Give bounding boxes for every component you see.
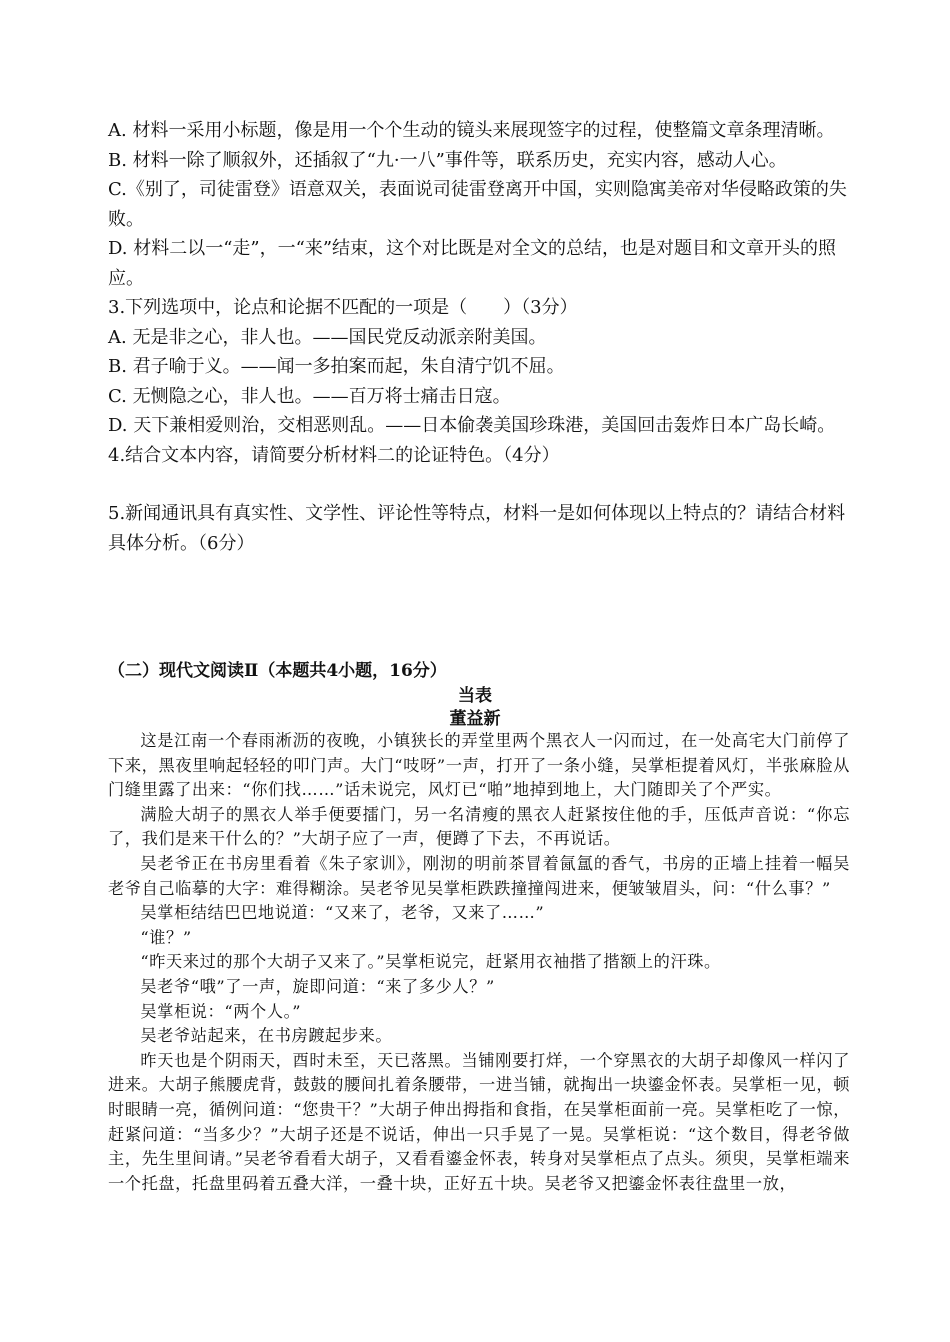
q2-option-a: A. 材料一采用小标题，像是用一个个生动的镜头来展现签字的过程，使整篇文章条理清晰。 bbox=[108, 120, 835, 141]
answer-space bbox=[108, 470, 848, 499]
story-paragraph: “谁？” bbox=[140, 927, 192, 947]
story-paragraph: “昨天来过的那个大胡子又来了。”吴掌柜说完，赶紧用衣袖揩了揩额上的汗珠。 bbox=[140, 952, 721, 972]
q3-stem: 3.下列选项中，论点和论据不匹配的一项是（ ）（3分） bbox=[108, 297, 578, 318]
story-paragraph: 吴掌柜结结巴巴地说道：“又来了，老爷，又来了……” bbox=[140, 903, 545, 923]
q3-option-c: C. 无恻隐之心，非人也。——百万将士痛击日寇。 bbox=[108, 385, 511, 407]
story-paragraph: 吴老爷“哦”了一声，旋即问道：“来了多少人？” bbox=[140, 976, 495, 996]
story-paragraph: 昨天也是个阴雨天，酉时未至，天已落黑。当铺刚要打烊，一个穿黑衣的大胡子却像风一样闪了进来。大胡子熊腰虎背，鼓鼓的腰间扎着条腰带，一进当铺，就掏出一块鎏金怀表。吴掌柜一见，顿时眼睛一亮，循例问道：“您贵干？”大胡子伸出拇指和食指，在吴掌柜面前一亮。吴掌柜吃了一惊，赶紧问道：“当多少？”大胡子还是不说话，伸出一只手晃了一晃。吴掌柜说：“这个数目，得老爷做主，先生里间请。”吴老爷看看大胡子，又看看鎏金怀表，转身对吴掌柜点了点头。须臾，吴掌柜端来一个托盘，托盘里码着五叠大洋，一叠十块，正好五十块。吴老爷又把鎏金怀表往盘里一放， bbox=[108, 1050, 850, 1193]
story-paragraph: 吴掌柜说：“两个人。” bbox=[140, 1001, 302, 1021]
story-title: 当表 bbox=[458, 686, 492, 706]
question-2-options bbox=[108, 116, 848, 558]
q3-option-b: B. 君子喻于义。——闻一多拍案而起，朱自清宁饥不屈。 bbox=[108, 356, 565, 377]
q2-option-c: C.《别了，司徒雷登》语意双关，表面说司徒雷登离开中国，实则隐寓美帝对华侵略政策的失败。 bbox=[108, 179, 847, 230]
q2-option-b: B. 材料一除了顺叙外，还插叙了“九·一八”事件等，联系历史，充实内容，感动人心。 bbox=[108, 149, 787, 171]
story-body bbox=[108, 729, 850, 1196]
story-author: 董益新 bbox=[449, 709, 501, 729]
q4-stem: 4.结合文本内容，请简要分析材料二的论证特色。（4分） bbox=[108, 444, 560, 466]
q5-stem: 5.新闻通讯具有真实性、文学性、评论性等特点，材料一是如何体现以上特点的？请结合材料具体分析。（6分） bbox=[108, 503, 846, 554]
section-heading: （二）现代文阅读Ⅱ（本题共4小题，16分） bbox=[108, 661, 447, 681]
story-paragraph: 这是江南一个春雨淅沥的夜晚，小镇狭长的弄堂里两个黑衣人一闪而过，在一处高宅大门前停了下来，黑夜里响起轻轻的叩门声。大门“吱呀”一声，打开了一条小缝，吴掌柜提着风灯，半张麻脸从门缝里露了出来：“你们找……”话未说完，风灯已“啪”地掉到地上，大门随即关了个严实。 bbox=[108, 731, 850, 800]
story-paragraph: 满脸大胡子的黑衣人举手便要擂门，另一名清瘦的黑衣人赶紧按住他的手，压低声音说：“你忘了，我们是来干什么的？”大胡子应了一声，便蹲了下去，不再说话。 bbox=[108, 804, 850, 849]
story-paragraph: 吴老爷站起来，在书房踱起步来。 bbox=[140, 1026, 393, 1046]
q3-option-d: D. 天下兼相爱则治，交相恶则乱。——日本偷袭美国珍珠港，美国回击轰炸日本广岛长崎。 bbox=[108, 415, 836, 436]
q3-option-a: A. 无是非之心，非人也。——国民党反动派亲附美国。 bbox=[108, 326, 547, 348]
q2-option-d: D. 材料二以一“走”，一“来”结束，这个对比既是对全文的总结，也是对题目和文章开头的照应。 bbox=[108, 238, 837, 289]
story-paragraph: 吴老爷正在书房里看着《朱子家训》，刚沏的明前茶冒着氤氲的香气，书房的正墙上挂着一幅吴老爷自己临摹的大字：难得糊涂。吴老爷见吴掌柜跌跌撞撞闯进来，便皱皱眉头，问：“什么事？” bbox=[108, 853, 850, 898]
